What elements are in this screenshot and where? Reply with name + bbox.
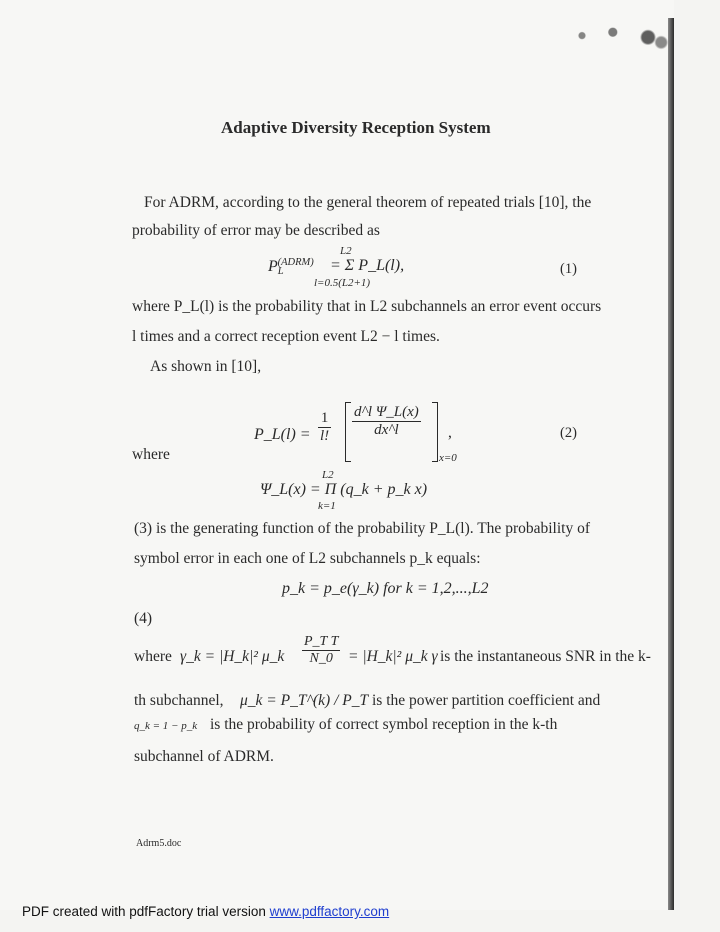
snr-fraction: $\frac{\text{P\_T T}}{N\_0}$ — [304, 634, 339, 666]
paragraph-line: is the power partition coefficient and — [372, 692, 601, 709]
right-bracket — [432, 402, 438, 462]
paragraph-line: where P_L(l) is the probability that in L2 subchannels an error event occurs — [132, 298, 602, 315]
eq1-lhs: $P_L^{(ADRM)}$ — [268, 257, 314, 277]
paragraph-line: (3) is the generating function of the probability P_L(l). The probability of — [134, 520, 590, 537]
paragraph-line: subchannel of ADRM. — [134, 748, 274, 765]
equation-number: (2) — [560, 425, 577, 441]
page-title: Adaptive Diversity Reception System — [221, 118, 491, 137]
paragraph-line: symbol error in each one of L2 subchannels p_k equals: — [134, 550, 481, 567]
paragraph-line: For ADRM, according to the general theorem of repeated trials [10], the — [144, 194, 592, 211]
eq1-sum-top: L2 — [340, 245, 352, 257]
eq2-eval: x=0 — [439, 452, 457, 464]
where-label: where — [134, 648, 172, 665]
eq3-body: Ψ_L(x) = Π (q_k + p_k x) — [260, 481, 428, 498]
page-edge-shadow — [668, 18, 674, 910]
eq1-rhs: = Σ P_L(l), — [330, 257, 405, 274]
snr-tail: is the instantaneous SNR in the k- — [440, 648, 651, 665]
document-filename: Adrm5.doc — [136, 838, 182, 849]
equation-number: (4) — [134, 610, 153, 627]
paragraph-line: where — [132, 446, 170, 463]
paragraph-line: l times and a correct reception event L2 − l times. — [132, 328, 440, 345]
paragraph-line: As shown in [10], — [150, 358, 262, 375]
paragraph-line: is the probability of correct symbol reception in the k-th — [210, 716, 558, 733]
footer-text: PDF created with pdfFactory trial version — [22, 904, 270, 919]
scan-artifact — [560, 22, 670, 56]
eq4-body: p_k = p_e(γ_k) for k = 1,2,...,L2 — [282, 580, 489, 597]
pdf-footer — [22, 904, 389, 919]
q-expr: q_k = 1 − p_k — [134, 720, 198, 732]
pdffactory-link[interactable]: www.pdffactory.com — [269, 904, 390, 919]
eq2-frac1: $\frac{1}{l!}$ — [320, 410, 330, 444]
gamma-expr: γ_k = |H_k|² μ_k — [180, 648, 285, 665]
eq2-frac2: $\frac{\text{d\textasciicircum{}l Ψ\_L(x)}}{dx\^{}l}$ — [354, 404, 419, 438]
paragraph-line: probability of error may be described as — [132, 222, 380, 239]
eq3-prod-top: L2 — [322, 469, 334, 481]
paragraph-line: th subchannel, — [134, 692, 224, 709]
eq3-prod-bottom: k=1 — [318, 500, 336, 512]
eq1-sum-bottom: l=0.5(L2+1) — [314, 277, 371, 289]
left-bracket — [345, 402, 351, 462]
eq2-comma: , — [448, 424, 452, 441]
equation-number: (1) — [560, 261, 577, 277]
eq2-lhs: P_L(l) = — [254, 426, 311, 443]
snr-rest: = |H_k|² μ_k γ — [348, 648, 438, 665]
mu-expr: μ_k = P_T^(k) / P_T — [240, 692, 369, 709]
